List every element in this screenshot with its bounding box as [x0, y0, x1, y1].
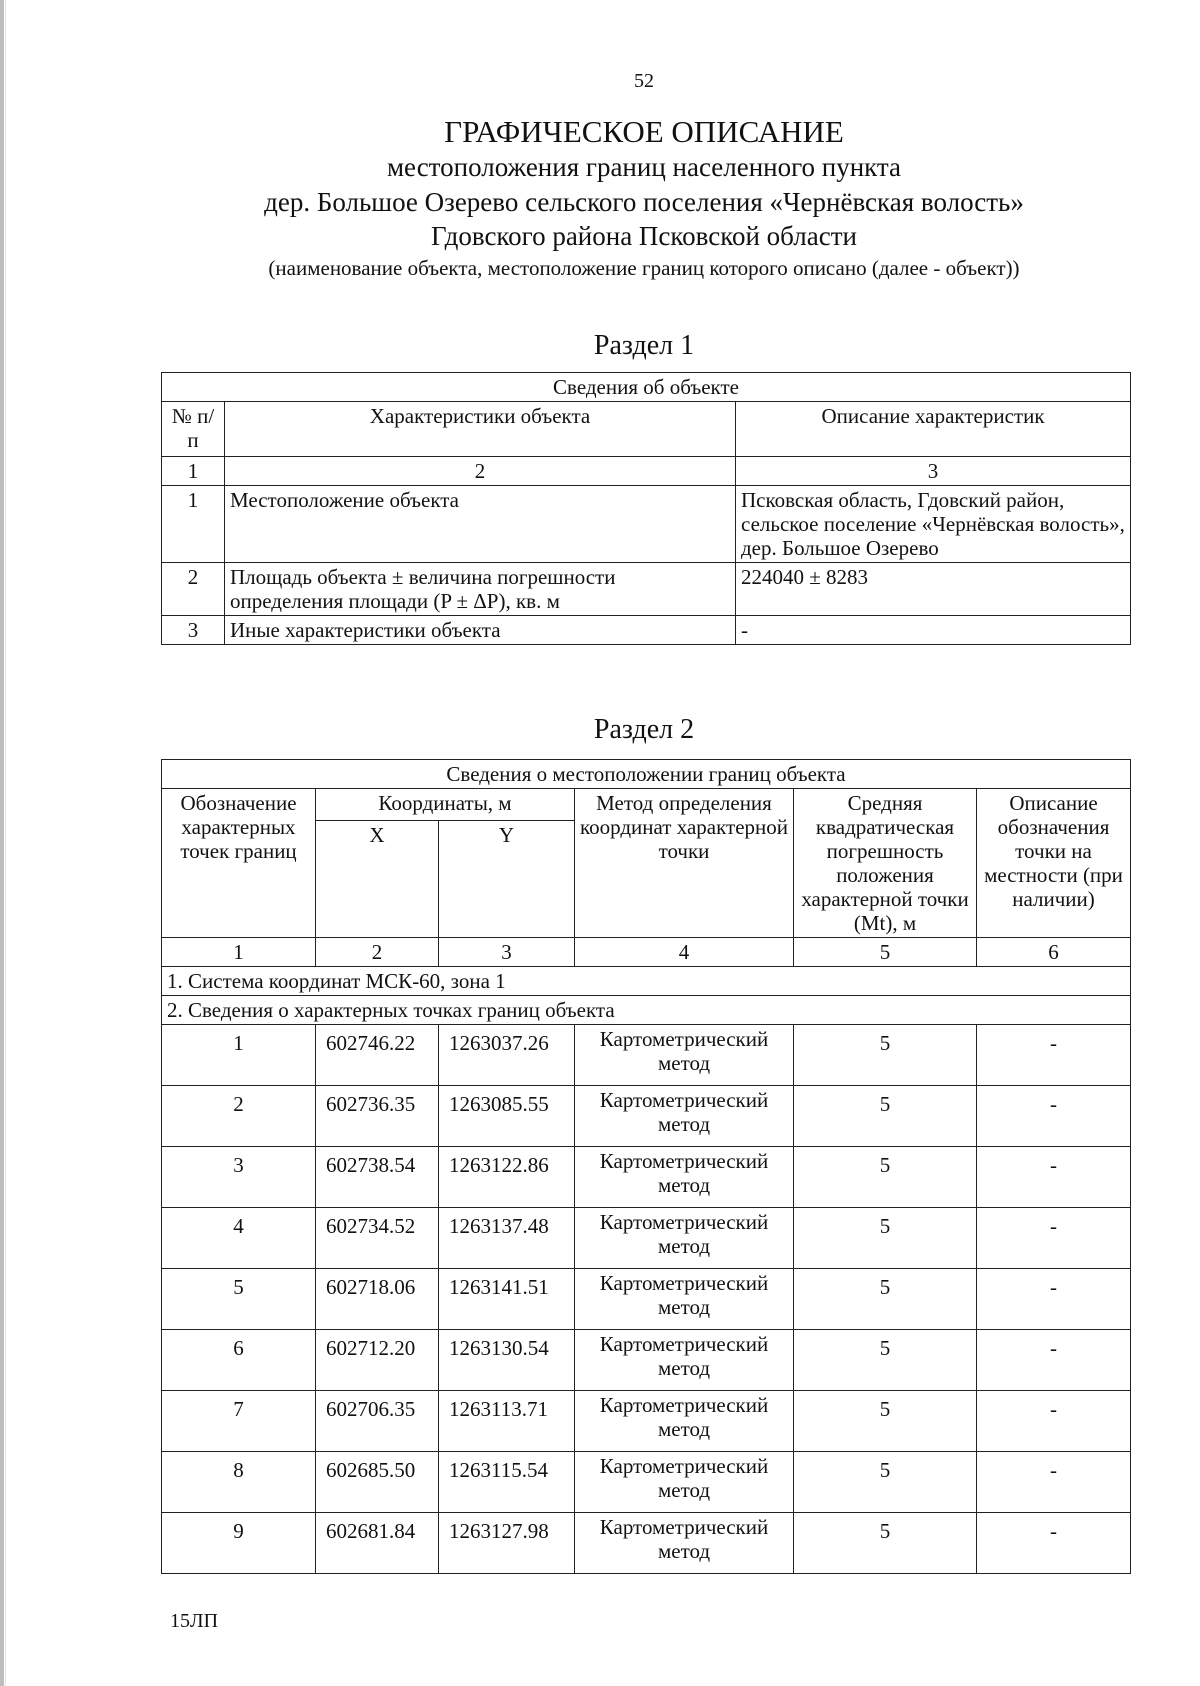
coordinate-y: 1263122.86: [439, 1147, 575, 1208]
document-title: ГРАФИЧЕСКОЕ ОПИСАНИЕ: [444, 114, 844, 149]
column-header: Метод определения координат характерной точки: [575, 789, 794, 938]
error-cell: 5: [794, 1025, 977, 1086]
coordinate-x: 602718.06: [316, 1269, 439, 1330]
section1-title: Раздел 1: [593, 330, 695, 361]
table-caption: Сведения о местоположении границ объекта: [162, 760, 1131, 789]
column-header: Описание характеристик: [736, 402, 1131, 457]
description-cell: -: [977, 1513, 1131, 1574]
method-cell: Картометрический метод: [575, 1208, 794, 1269]
method-cell: Картометрический метод: [575, 1025, 794, 1086]
coordinate-y: 1263115.54: [439, 1452, 575, 1513]
point-number: 3: [162, 1147, 316, 1208]
error-cell: 5: [794, 1086, 977, 1147]
table-row: [162, 1086, 1131, 1147]
characteristic-value: -: [736, 616, 1131, 645]
coordinate-x: 602685.50: [316, 1452, 439, 1513]
column-header: Координаты, м: [316, 789, 575, 821]
coordinate-y: 1263137.48: [439, 1208, 575, 1269]
method-cell: Картометрический метод: [575, 1452, 794, 1513]
description-cell: -: [977, 1330, 1131, 1391]
method-cell: Картометрический метод: [575, 1330, 794, 1391]
error-cell: 5: [794, 1330, 977, 1391]
coordinate-x: 602681.84: [316, 1513, 439, 1574]
table-row: [162, 616, 1131, 645]
coordinate-y: 1263113.71: [439, 1391, 575, 1452]
point-number: 7: [162, 1391, 316, 1452]
characteristic-name: Иные характеристики объекта: [225, 616, 736, 645]
coordinate-y: 1263130.54: [439, 1330, 575, 1391]
coordinate-x: 602736.35: [316, 1086, 439, 1147]
points-heading-row: 2. Сведения о характерных точках границ объекта: [162, 996, 1131, 1025]
table-row: [162, 1513, 1131, 1574]
scan-edge: [0, 0, 4, 1686]
method-cell: Картометрический метод: [575, 1147, 794, 1208]
column-header: Описание обозначения точки на местности (при наличии): [977, 789, 1131, 938]
table-row: [162, 563, 1131, 616]
method-cell: Картометрический метод: [575, 1513, 794, 1574]
boundary-points-table: [161, 759, 1131, 1574]
object-info-table: [161, 372, 1131, 645]
footer-mark: 15ЛП: [170, 1610, 219, 1632]
coordinate-x: 602712.20: [316, 1330, 439, 1391]
table-row: [162, 1330, 1131, 1391]
column-number: 6: [977, 938, 1131, 967]
coordinate-y: 1263037.26: [439, 1025, 575, 1086]
characteristic-name: Местоположение объекта: [225, 486, 736, 563]
column-number: 2: [225, 457, 736, 486]
error-cell: 5: [794, 1452, 977, 1513]
column-header: Обозначение характерных точек границ: [162, 789, 316, 938]
method-cell: Картометрический метод: [575, 1391, 794, 1452]
coordinate-x: 602706.35: [316, 1391, 439, 1452]
column-number: 2: [316, 938, 439, 967]
characteristic-value: Псковская область, Гдовский район, сельское поселение «Чернёвская волость», дер. Большое Озерево: [736, 486, 1131, 563]
point-number: 4: [162, 1208, 316, 1269]
table-row: [162, 1391, 1131, 1452]
point-number: 2: [162, 1086, 316, 1147]
coordinate-system-row: 1. Система координат МСК-60, зона 1: [162, 967, 1131, 996]
table-row: [162, 1269, 1131, 1330]
description-cell: -: [977, 1086, 1131, 1147]
description-cell: -: [977, 1391, 1131, 1452]
row-number: 1: [162, 486, 225, 563]
coordinate-x: 602738.54: [316, 1147, 439, 1208]
description-cell: -: [977, 1269, 1131, 1330]
column-number: 4: [575, 938, 794, 967]
description-cell: -: [977, 1025, 1131, 1086]
error-cell: 5: [794, 1147, 977, 1208]
row-number: 3: [162, 616, 225, 645]
document-subtitle-line2: дер. Большое Озерево сельского поселения «Чернёвская волость»: [264, 187, 1024, 217]
point-number: 9: [162, 1513, 316, 1574]
point-number: 8: [162, 1452, 316, 1513]
row-number: 2: [162, 563, 225, 616]
coordinate-y: 1263141.51: [439, 1269, 575, 1330]
coordinate-x: 602746.22: [316, 1025, 439, 1086]
column-header: Средняя квадратическая погрешность положения характерной точки (Mt), м: [794, 789, 977, 938]
document-subtitle-note: (наименование объекта, местоположение границ которого описано (далее - объект)): [268, 256, 1020, 280]
point-number: 6: [162, 1330, 316, 1391]
column-number: 1: [162, 938, 316, 967]
description-cell: -: [977, 1452, 1131, 1513]
column-number: 1: [162, 457, 225, 486]
description-cell: -: [977, 1208, 1131, 1269]
column-header: № п/п: [162, 402, 225, 457]
method-cell: Картометрический метод: [575, 1086, 794, 1147]
characteristic-value: 224040 ± 8283: [736, 563, 1131, 616]
coordinate-y: 1263127.98: [439, 1513, 575, 1574]
table-caption: Сведения об объекте: [162, 373, 1131, 402]
characteristic-name: Площадь объекта ± величина погрешности определения площади (P ± ΔP), кв. м: [225, 563, 736, 616]
error-cell: 5: [794, 1208, 977, 1269]
column-number: 3: [439, 938, 575, 967]
point-number: 5: [162, 1269, 316, 1330]
point-number: 1: [162, 1025, 316, 1086]
column-number: 5: [794, 938, 977, 967]
scan-edge-shadow: [5, 0, 6, 1686]
document-subtitle-line1: местоположения границ населенного пункта: [386, 152, 902, 182]
description-cell: -: [977, 1147, 1131, 1208]
section2-title: Раздел 2: [593, 714, 695, 745]
column-header-x: X: [316, 821, 439, 938]
error-cell: 5: [794, 1391, 977, 1452]
table-row: [162, 1208, 1131, 1269]
page-number: 52: [634, 70, 654, 92]
table-row: [162, 1025, 1131, 1086]
document-subtitle-line3: Гдовского района Псковской области: [431, 221, 857, 251]
coordinate-y: 1263085.55: [439, 1086, 575, 1147]
column-number: 3: [736, 457, 1131, 486]
table-row: [162, 486, 1131, 563]
coordinate-x: 602734.52: [316, 1208, 439, 1269]
method-cell: Картометрический метод: [575, 1269, 794, 1330]
table-row: [162, 1147, 1131, 1208]
column-header-y: Y: [439, 821, 575, 938]
column-header: Характеристики объекта: [225, 402, 736, 457]
table-row: [162, 1452, 1131, 1513]
error-cell: 5: [794, 1269, 977, 1330]
error-cell: 5: [794, 1513, 977, 1574]
